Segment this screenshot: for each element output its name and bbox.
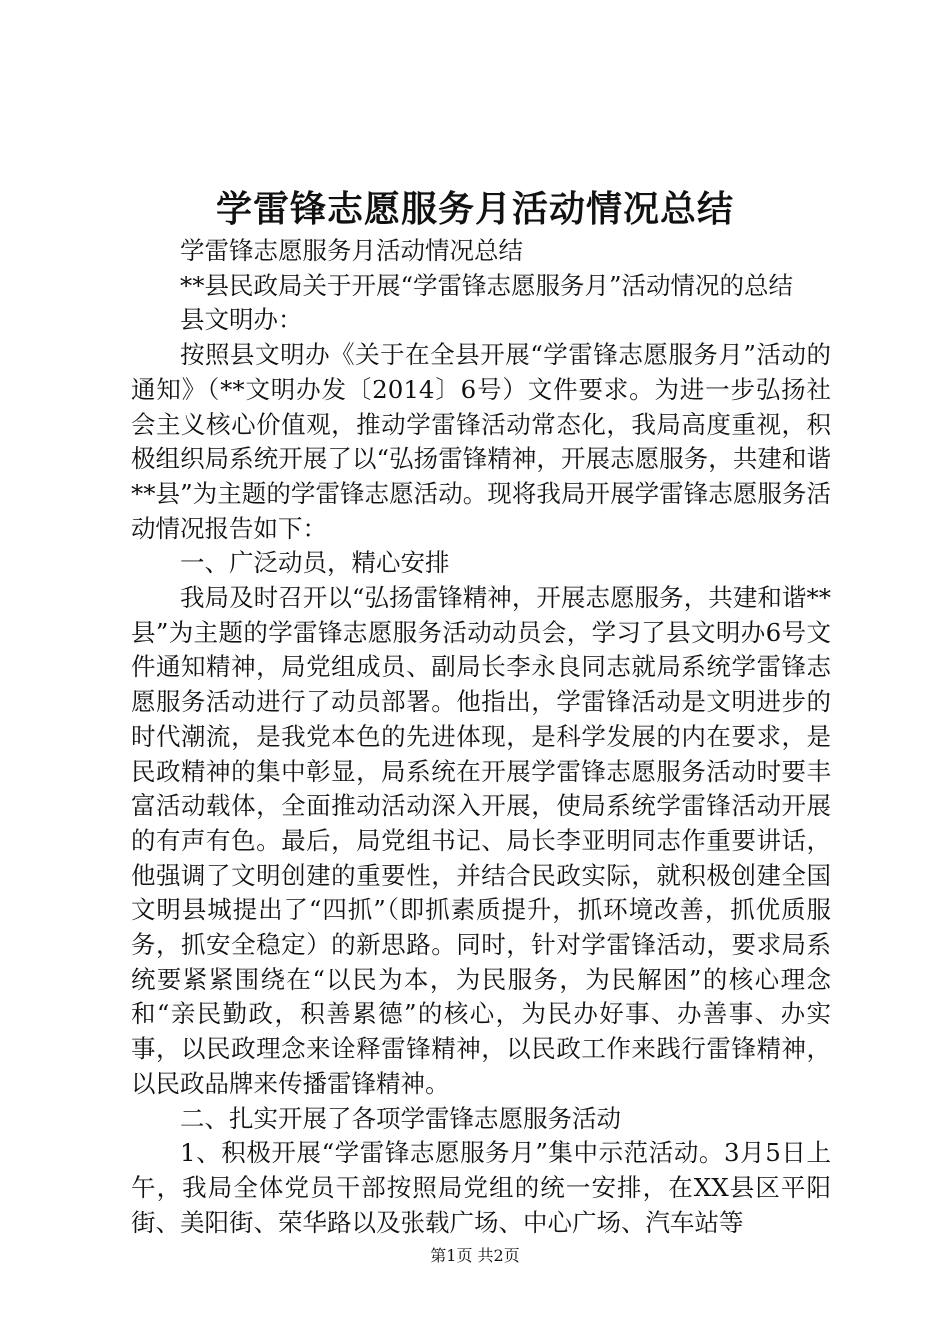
paragraph-section-2-item-1: 1、积极开展“学雷锋志愿服务月”集中示范活动。3月5日上午，我局全体党员干部按照局党组的统一安排，在XX县区平阳街、美阳街、荣华路以及张载广场、中心广场、汽车站等 (131, 1138, 831, 1237)
paragraph-addressee: 县文明办： (180, 305, 303, 335)
page-number-footer: 第1页 共2页 (430, 1246, 520, 1265)
paragraph-introduction: 按照县文明办《关于在全县开展“学雷锋志愿服务月”活动的通知》（**文明办发〔2014〕6号）文件要求。为进一步弘扬社会主义核心价值观，推动学雷锋活动常态化，我局高度重视，积极组织局系统开展了以“弘扬雷锋精神，开展志愿服务，共建和谐**县”为主题的学雷锋志愿活动。现将我局开展学雷锋志愿服务活动情况报告如下： (131, 340, 831, 543)
section-heading-2: 二、扎实开展了各项学雷锋志愿服务活动 (180, 1103, 621, 1133)
paragraph-subtitle: 学雷锋志愿服务月活动情况总结 (180, 236, 523, 265)
paragraph-report-heading: **县民政局关于开展“学雷锋志愿服务月”活动情况的总结 (180, 270, 794, 300)
section-heading-1: 一、广泛动员，精心安排 (180, 548, 450, 578)
document-title: 学雷锋志愿服务月活动情况总结 (215, 188, 734, 230)
document-body (131, 234, 831, 1240)
paragraph-section-1: 我局及时召开以“弘扬雷锋精神，开展志愿服务，共建和谐**县”为主题的学雷锋志愿服务活动动员会，学习了县文明办6号文件通知精神，局党组成员、副局长李永良同志就局系统学雷锋志愿服务活动进行了动员部署。他指出，学雷锋活动是文明进步的时代潮流，是我党本色的先进体现，是科学发展的内在要求，是民政精神的集中彰显，局系统在开展学雷锋志愿服务活动时要丰富活动载体，全面推动活动深入开展，使局系统学雷锋活动开展的有声有色。最后，局党组书记、局长李亚明同志作重要讲话，他强调了文明创建的重要性，并结合民政实际，就积极创建全国文明县城提出了“四抓”（即抓素质提升，抓环境改善，抓优质服务，抓安全稳定）的新思路。同时，针对学雷锋活动，要求局系统要紧紧围绕在“以民为本，为民服务，为民解困”的核心理念和“亲民勤政，积善累德”的核心，为民办好事、办善事、办实事，以民政理念来诠释雷锋精神，以民政工作来践行雷锋精神，以民政品牌来传播雷锋精神。 (131, 583, 831, 1098)
